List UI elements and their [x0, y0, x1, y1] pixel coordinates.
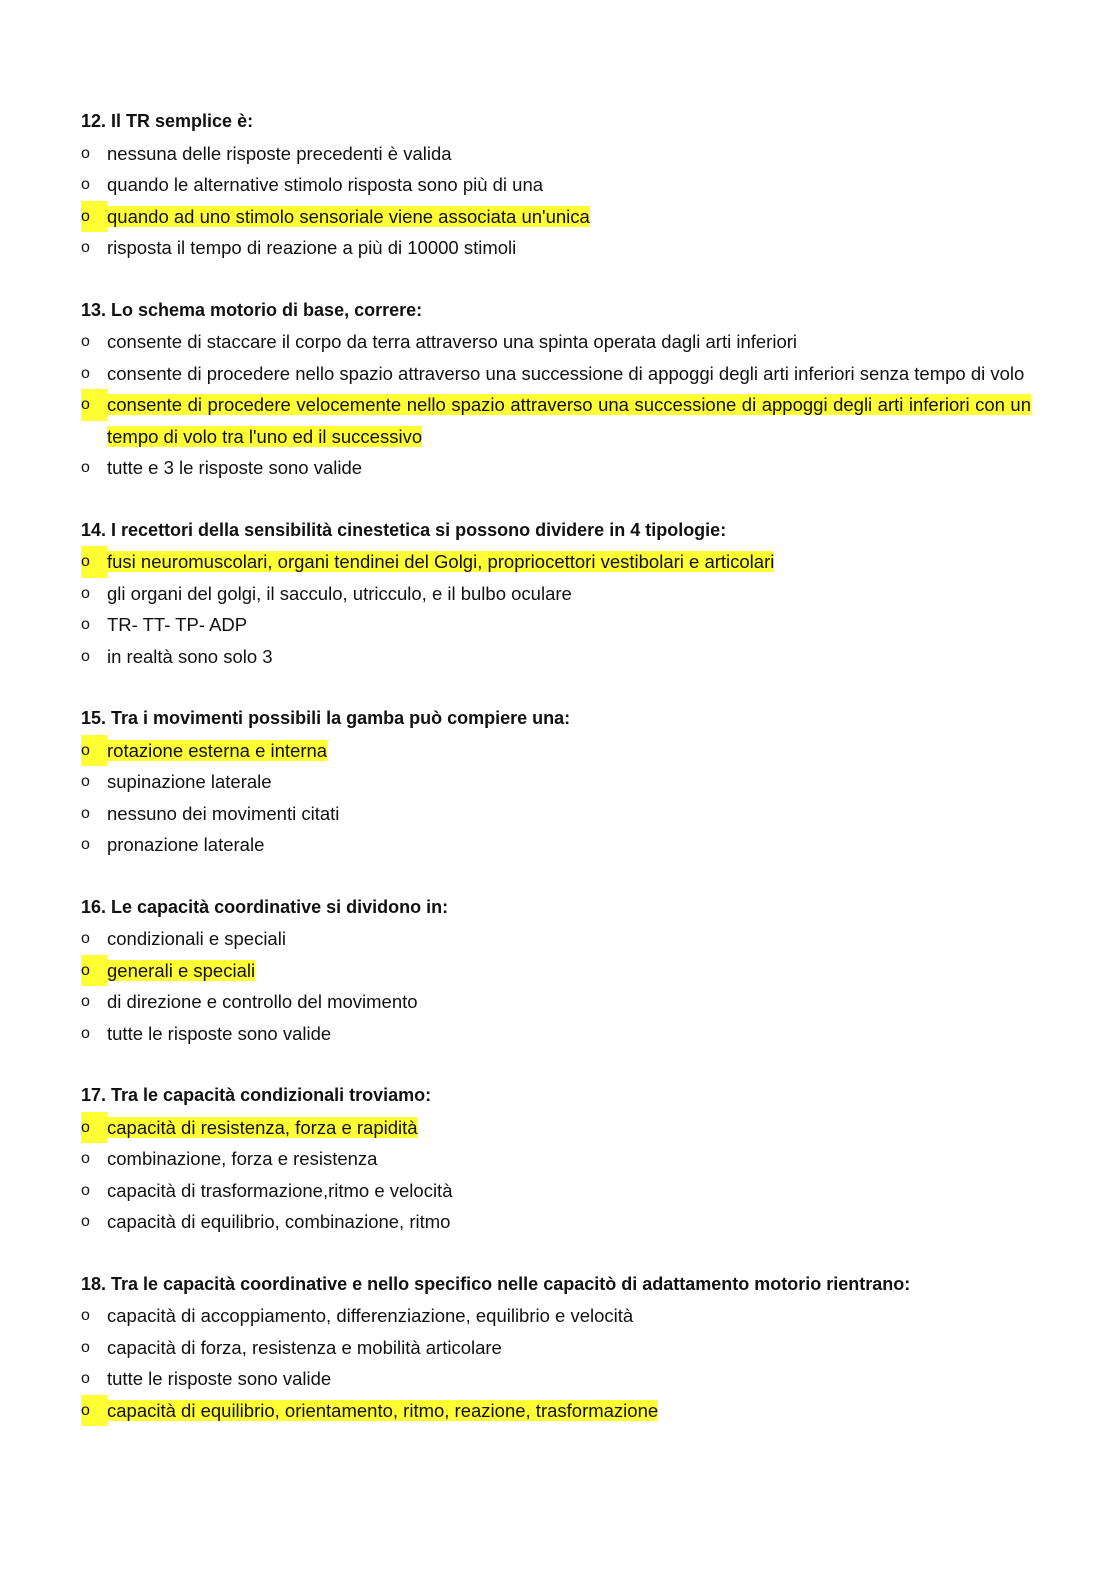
answer-text: condizionali e speciali: [107, 928, 286, 949]
circle-bullet-icon: o: [81, 735, 107, 767]
question-title: 12. Il TR semplice è:: [81, 111, 254, 131]
circle-bullet-icon: o: [81, 773, 90, 790]
answer-text: nessuno dei movimenti citati: [107, 802, 340, 824]
answer-text: risposta il tempo di reazione a più di 10000 stimoli: [107, 237, 517, 258]
circle-bullet-icon: o: [81, 647, 90, 665]
answer-option: [81, 1143, 1031, 1175]
question-title: 16. Le capacità coordinative si dividono in:: [81, 896, 449, 917]
circle-bullet-icon: o: [81, 1213, 90, 1230]
quiz-content: [81, 106, 1031, 1457]
circle-bullet-icon: o: [81, 1181, 90, 1199]
circle-bullet-icon: o: [81, 459, 90, 476]
answer-text: quando ad uno stimolo sensoriale viene associata un'unica: [107, 205, 590, 227]
answer-text: gli organi del golgi, il sacculo, utricculo, e il bulbo oculare: [107, 582, 572, 604]
answer-option: [81, 923, 1031, 955]
question-13: [81, 295, 1031, 484]
answer-text: generali e speciali: [107, 959, 256, 981]
question-title: 18. Tra le capacità coordinative e nello specifico nelle capacitò di adattamento motorio rientrano:: [81, 1273, 911, 1294]
circle-bullet-icon: o: [81, 389, 107, 421]
answer-option: [81, 232, 1031, 264]
answer-text: consente di procedere velocemente nello spazio attraverso una successione di appoggi degli arti inferiori con un tempo di volo tra l'uno ed il successivo: [107, 394, 1031, 447]
answer-text: quando le alternative stimolo risposta sono più di una: [107, 174, 544, 195]
answer-option: [81, 986, 1031, 1018]
answer-text: capacità di equilibrio, orientamento, ritmo, reazione, trasformazione: [107, 1399, 659, 1421]
circle-bullet-icon: o: [81, 616, 90, 633]
answer-text: pronazione laterale: [107, 834, 265, 855]
circle-bullet-icon: o: [81, 955, 107, 987]
answer-text: capacità di accoppiamento, differenziazione, equilibrio e velocità: [107, 1305, 634, 1326]
circle-bullet-icon: o: [81, 1150, 90, 1167]
answer-option: [81, 1363, 1031, 1395]
circle-bullet-icon: o: [81, 546, 107, 578]
answer-text: capacità di trasformazione,ritmo e velocità: [107, 1179, 453, 1201]
answer-text: di direzione e controllo del movimento: [107, 991, 418, 1012]
answer-option: [81, 609, 1031, 641]
answer-text: tutte le risposte sono valide: [107, 1022, 332, 1044]
question-16: [81, 892, 1031, 1050]
circle-bullet-icon: o: [81, 201, 107, 233]
question-title: 14. I recettori della sensibilità cinestetica si possono dividere in 4 tipologie:: [81, 519, 727, 540]
circle-bullet-icon: o: [81, 930, 90, 947]
answer-option: [81, 452, 1031, 484]
answer-text: in realtà sono solo 3: [107, 645, 273, 667]
circle-bullet-icon: o: [81, 1395, 107, 1427]
answer-option: [81, 1206, 1031, 1238]
circle-bullet-icon: o: [81, 1307, 90, 1324]
answer-option: [81, 546, 1031, 578]
answer-option: [81, 326, 1031, 358]
answer-option: [81, 766, 1031, 798]
answer-text: fusi neuromuscolari, organi tendinei del Golgi, propriocettori vestibolari e articolari: [107, 551, 775, 572]
circle-bullet-icon: o: [81, 1024, 90, 1042]
answer-text: capacità di forza, resistenza e mobilità articolare: [107, 1336, 502, 1358]
answer-option: [81, 641, 1031, 673]
answer-option: [81, 829, 1031, 861]
answer-option: [81, 201, 1031, 233]
circle-bullet-icon: o: [81, 364, 90, 382]
circle-bullet-icon: o: [81, 176, 90, 193]
circle-bullet-icon: o: [81, 836, 90, 853]
question-15: [81, 703, 1031, 861]
circle-bullet-icon: o: [81, 1370, 90, 1387]
answer-option: [81, 578, 1031, 610]
answer-text: capacità di equilibrio, combinazione, ritmo: [107, 1211, 451, 1232]
answer-option: [81, 1112, 1031, 1144]
circle-bullet-icon: o: [81, 144, 90, 162]
circle-bullet-icon: o: [81, 804, 90, 822]
answer-text: consente di procedere nello spazio attraverso una successione di appoggi degli arti inferiori senza tempo di volo: [107, 362, 1025, 384]
circle-bullet-icon: o: [81, 239, 90, 256]
answer-text: combinazione, forza e resistenza: [107, 1148, 378, 1169]
question-14: [81, 515, 1031, 673]
answer-option: [81, 138, 1031, 170]
circle-bullet-icon: o: [81, 333, 90, 350]
answer-option: [81, 735, 1031, 767]
answer-text: supinazione laterale: [107, 771, 272, 792]
answer-option: [81, 1018, 1031, 1050]
answer-text: nessuna delle risposte precedenti è valida: [107, 142, 452, 164]
answer-option: [81, 955, 1031, 987]
answer-option: [81, 1395, 1031, 1427]
question-title: 15. Tra i movimenti possibili la gamba può compiere una:: [81, 708, 571, 728]
circle-bullet-icon: o: [81, 584, 90, 602]
answer-text: tutte e 3 le risposte sono valide: [107, 457, 363, 478]
answer-text: tutte le risposte sono valide: [107, 1368, 332, 1389]
answer-option: [81, 1332, 1031, 1364]
question-title: 17. Tra le capacità condizionali troviamo:: [81, 1085, 432, 1105]
circle-bullet-icon: o: [81, 1112, 107, 1144]
circle-bullet-icon: o: [81, 1338, 90, 1356]
question-12: [81, 106, 1031, 264]
question-18: [81, 1269, 1031, 1427]
answer-option: [81, 1175, 1031, 1207]
answer-option: [81, 358, 1031, 390]
answer-option: [81, 389, 1031, 452]
question-title: 13. Lo schema motorio di base, correre:: [81, 299, 423, 320]
answer-text: rotazione esterna e interna: [107, 739, 328, 761]
answer-text: TR- TT- TP- ADP: [107, 614, 248, 635]
circle-bullet-icon: o: [81, 993, 90, 1010]
answer-option: [81, 798, 1031, 830]
question-17: [81, 1080, 1031, 1238]
answer-option: [81, 1300, 1031, 1332]
answer-option: [81, 169, 1031, 201]
answer-text: consente di staccare il corpo da terra attraverso una spinta operata dagli arti inferiori: [107, 331, 798, 352]
answer-text: capacità di resistenza, forza e rapidità: [107, 1116, 418, 1138]
